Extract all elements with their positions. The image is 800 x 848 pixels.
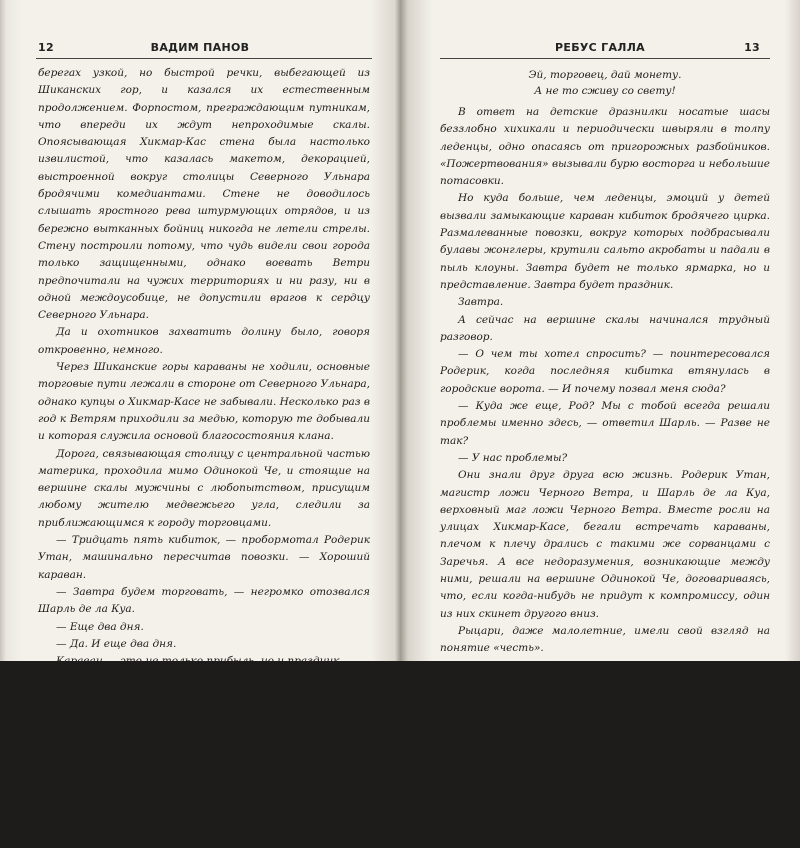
paragraph: — Куда же еще, Род? Мы с тобой всегда решали проблемы именно здесь, — ответил Шарль. — Разве не так? [440, 400, 770, 447]
paragraph: — Еще два дня. [56, 620, 144, 633]
right-running-head: РЕБУС ГАЛЛА [555, 41, 645, 54]
paragraph: — О чем ты хотел спросить? — поинтересовался Родерик, когда последняя кибитка втянулась в городские ворота. — И почему позвал меня сюда? [440, 348, 770, 395]
paragraph: Рыцари, даже малолетние, имели свой взгляд на понятие «честь». [440, 624, 770, 655]
paragraph: — Тридцать пять кибиток, — пробормотал Родерик Утан, машинально пересчитав повозки. — Хороший караван. [38, 534, 370, 581]
epigraph-line: Эй, торговец, дай монету. [528, 69, 682, 81]
left-running-head: ВАДИМ ПАНОВ [150, 41, 250, 54]
paragraph: Через Шиканские горы караваны не ходили, основные торговые пути лежали в стороне от Северного Ульнара, однако купцы о Хикмар-Касе не забывали. Несколько раз в год к Ветрям приходили за медью, которую те добывали и которая служила основой благосостояния клана. [38, 361, 370, 443]
paragraph: Но куда больше, чем леденцы, эмоций у детей вызвали замыкающие караван кибиток бродячего цирка. Размалеванные повозки, вокруг которых подбрасывали булавы жонглеры, крутили сальто акробаты и падали в пыль клоуны. Завтра будет не только ярмарка, но и представление. Завтра будет праздник. [440, 192, 770, 291]
paragraph: А сейчас на вершине скалы начинался трудный разговор. [440, 313, 770, 343]
right-header-rule [440, 58, 770, 59]
paragraph: Они знали друг друга всю жизнь. Родерик Утан, магистр ложи Черного Ветра, и Шарль де ла Куа, верховный маг ложи Черного Ветра. Вместе росли на улицах Хикмар-Касе, бегали встречать караваны, плечом к плечу дрались с такими же сорванцами с Заречья. А все недоразумения, возникающие между ними, решали на вершине Одинокой Че, договариваясь, что, если когда-нибудь не придут к компромиссу, один из них скинет другого вниз. [440, 469, 770, 620]
paragraph: — У нас проблемы? [458, 451, 568, 464]
left-page [0, 0, 400, 789]
paragraph: Караван — это не только прибыль, но и праздник. [56, 655, 343, 668]
paragraph: Да и охотников захватить долину было, говоря откровенно, немного. [38, 326, 370, 356]
left-body-text [38, 65, 370, 791]
paragraph: — Завтра будем торговать, — негромко отозвался Шарль де ла Куа. [38, 585, 370, 616]
paragraph: Завтра. [458, 296, 504, 309]
paragraph: берегах узкой, но быстрой речки, выбегающей из Шиканских гор, и казался их естественным продолжением. Форпостом, преграждающим путникам, что впереди их ждут непроходимые скалы. Опоясывающая Хикмар-Кас стена была настолько извилистой, что казалась макетом, декорацией, выстроенной вокруг столицы Северного Ульнара бродячими комедиантами. Стене не доводилось слышать яростного рева штурмующих отрядов, и из бережно вытканных бойниц никогда не летели стрелы. Стену построили потому, что чудь видели свои города только защищенными, однако воевать Ветри предпочитали на чужих территориях и ни разу, ни в одной междоусобице, не допустили врагов к сердцу Северного Ульнара. [38, 67, 370, 322]
paragraph: В юности пути Утана и де ла Куа разошлись. Шарль, у которого обнаружились незаурядные способности к магии, отправился в Канагар-Дабар, в самую престижную академию Ордена — его родители могли себе позволить дать сыну достойное образование. Родерик учился в заведении попроще, в рыцарском корпусе Гастазара, столицы одноименного удела, обычной школе для десятка лож, в том числе и Ветрей. Утану не было дано работать с магической энергией, а потому мальчишке и в голову не приходило, что он дослужит до магистра ложи. И Родерик рассчитывал. [440, 659, 770, 845]
right-page-number: 13 [744, 41, 760, 54]
paragraph: Дорога, связывающая столицу с центральной частью материка, проходила мимо Одинокой Че, и стоящие на вершине скалы мужчины с любопытством, присущим любому жителю медвежьего угла, следили за приближающимся к городу торговцами. [38, 447, 370, 529]
right-page [400, 0, 800, 845]
paragraph: В ответ на детские дразнилки носатые шасы беззлобно хихикали и периодически швыряли в толпу леденцы, одно опасаясь от пригорожных разбойников. «Пожертвования» вызывали бурю восторга и небольшие потасовки. [440, 106, 770, 188]
epigraph [440, 67, 770, 99]
right-body-text [440, 104, 770, 848]
paragraph: Нетерпеливые дети давным давно высыпали за городские стены и с радостными воплями носились вокруг скрипящих кибиток и ступающих с неспешной важностью хадарских тяжеловозов. Караваны в Северный Ульнар снаряжались только одни: медь штука тяжелая, а неторопливые хадарцы без труда тащили кибитку, груженную в три раза тяжелее обычного. [38, 672, 370, 789]
left-header-rule [36, 58, 372, 59]
epigraph-line: А не то сживу со свету! [534, 85, 676, 97]
paragraph: — Да. И еще два дня. [56, 637, 177, 650]
left-page-number: 12 [38, 41, 54, 54]
